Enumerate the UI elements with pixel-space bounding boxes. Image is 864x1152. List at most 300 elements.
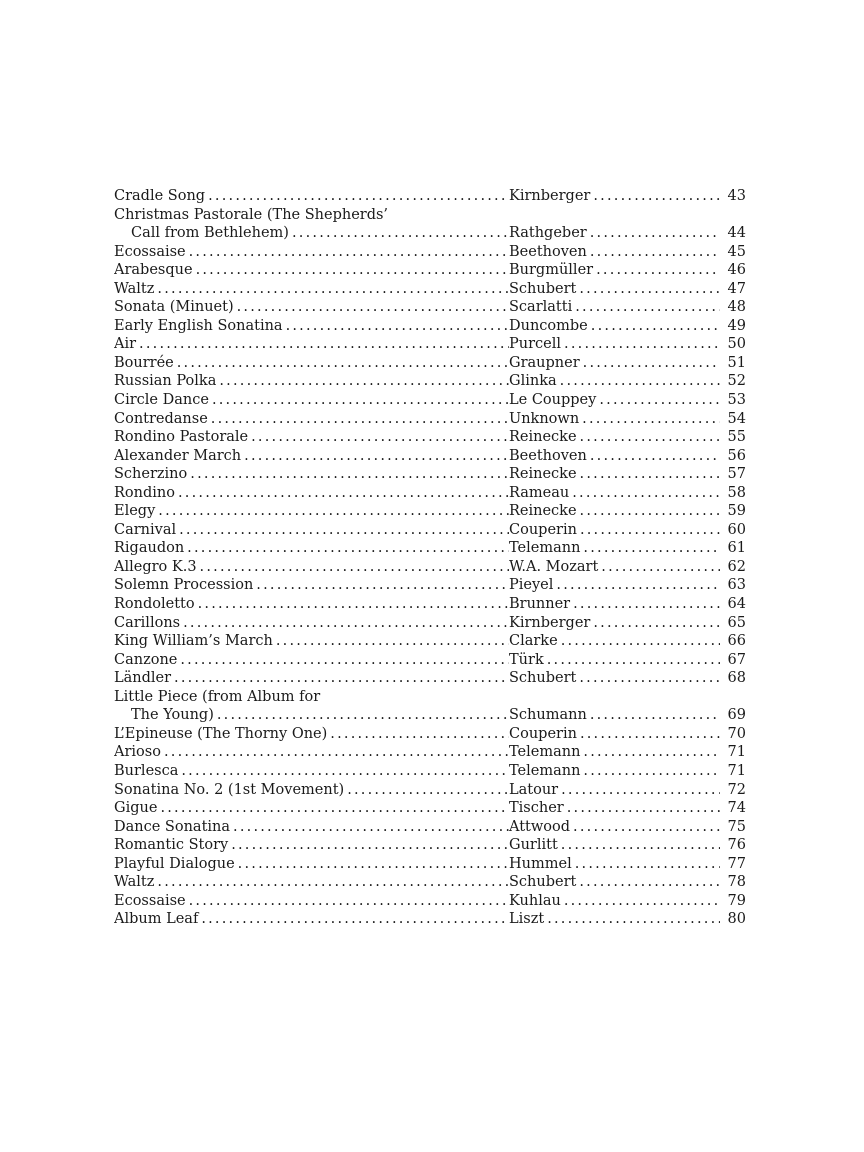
toc-composer: Le Couppey: [509, 392, 597, 409]
toc-entry: [114, 651, 746, 670]
dot-leader: [184, 539, 509, 558]
toc-title-column: [114, 595, 509, 614]
toc-title: Russian Polka: [114, 373, 217, 390]
toc-page-number: 55: [727, 429, 746, 446]
dot-leader: [187, 465, 509, 484]
toc-entry: [114, 354, 746, 373]
dot-leader: [577, 725, 720, 744]
dot-leader: [175, 484, 509, 503]
toc-entry: [114, 855, 746, 874]
toc-entry: [114, 261, 746, 280]
dot-leader: [209, 391, 509, 410]
toc-title: Allegro K.3: [114, 558, 197, 575]
toc-title: Cradle Song: [114, 188, 206, 204]
toc-entry: [114, 187, 746, 206]
toc-composer: Telemann: [509, 744, 581, 761]
toc-title-column: [114, 391, 509, 410]
toc-title: Call from Bethlehem): [131, 225, 289, 242]
toc-entry: [114, 743, 746, 762]
dot-leader: [344, 781, 509, 800]
toc-composer-column: [509, 539, 746, 558]
toc-entry: [114, 243, 746, 262]
toc-title: L’Epineuse (The Thorny One): [114, 725, 328, 742]
toc-composer: Clarke: [509, 633, 558, 650]
dot-leader: [564, 799, 720, 818]
dot-leader: [576, 669, 720, 688]
toc-composer-column: [509, 706, 746, 725]
dot-leader: [214, 706, 509, 725]
toc-composer: Kirnberger: [509, 188, 591, 204]
toc-page-number: 58: [727, 484, 746, 501]
dot-leader: [208, 410, 509, 429]
toc-composer: Glinka: [509, 373, 557, 390]
toc-title-column: [114, 651, 509, 670]
toc-composer-column: [509, 261, 746, 280]
toc-composer-column: [509, 651, 746, 670]
toc-page-number: 47: [727, 280, 746, 297]
toc-composer: Schumann: [509, 707, 587, 724]
toc-title-column: [114, 836, 509, 855]
toc-title-column: [114, 818, 509, 837]
dot-leader: [171, 669, 509, 688]
toc-composer: Schubert: [509, 670, 577, 687]
dot-leader: [569, 484, 720, 503]
toc-page-number: 71: [727, 762, 746, 779]
toc-entry: [114, 391, 746, 410]
toc-entry: [114, 206, 746, 225]
toc-entry: [114, 484, 746, 503]
toc-composer-column: [509, 484, 746, 503]
toc-entry: [114, 836, 746, 855]
toc-entry: [114, 632, 746, 651]
dot-leader: [186, 243, 509, 262]
dot-leader: [154, 280, 509, 299]
toc-title: Sonata (Minuet): [114, 299, 234, 316]
toc-page-number: 69: [727, 707, 746, 724]
toc-title: Early English Sonatina: [114, 317, 283, 334]
toc-composer: Couperin: [509, 521, 577, 538]
dot-leader: [596, 391, 720, 410]
toc-page-number: 76: [727, 837, 746, 854]
dot-leader: [228, 836, 509, 855]
toc-title-column: [114, 465, 509, 484]
toc-composer-column: [509, 910, 746, 929]
toc-title-column: [114, 521, 509, 540]
dot-leader: [248, 428, 509, 447]
toc-composer: W.A. Mozart: [509, 558, 599, 575]
toc-page-number: 64: [727, 596, 746, 613]
dot-leader: [157, 799, 509, 818]
toc-title-column: [114, 855, 509, 874]
toc-title: Ecossaise: [114, 243, 186, 260]
dot-leader: [230, 818, 509, 837]
toc-composer: Hummel: [509, 855, 572, 872]
toc-title-column: [114, 799, 509, 818]
toc-composer-column: [509, 465, 746, 484]
toc-composer: Pieyel: [509, 577, 554, 594]
dot-leader: [557, 372, 720, 391]
dot-leader: [580, 539, 720, 558]
toc-title-column: [114, 576, 509, 595]
toc-composer-column: [509, 187, 746, 206]
toc-page-number: 72: [727, 781, 746, 798]
toc-title: Romantic Story: [114, 837, 229, 854]
toc-page-number: 63: [727, 577, 746, 594]
toc-title-column: [114, 428, 509, 447]
dot-leader: [572, 855, 720, 874]
toc-composer: Beethoven: [509, 447, 587, 464]
dot-leader: [577, 521, 720, 540]
toc-title: Playful Dialogue: [114, 855, 235, 872]
toc-title-column: [114, 632, 509, 651]
dot-leader: [283, 317, 509, 336]
toc-title-column: [114, 892, 509, 911]
toc-title-column: [114, 206, 509, 225]
dot-leader: [155, 502, 509, 521]
toc-composer-column: [509, 317, 746, 336]
toc-entry: [114, 688, 746, 707]
toc-title: Dance Sonatina: [114, 818, 231, 835]
toc-composer: Beethoven: [509, 243, 587, 260]
toc-title: The Young): [131, 707, 214, 724]
dot-leader: [180, 614, 509, 633]
toc-title: Christmas Pastorale (The Shepherds’: [114, 206, 389, 223]
toc-title-column: [114, 873, 509, 892]
dot-leader: [587, 243, 720, 262]
toc-title: Canzone: [114, 651, 178, 668]
toc-page-number: 71: [727, 744, 746, 761]
toc-composer: Couperin: [509, 725, 577, 742]
toc-composer-column: [509, 762, 746, 781]
toc-entry: [114, 762, 746, 781]
toc-composer-column: [509, 781, 746, 800]
toc-title: Album Leaf: [114, 911, 199, 928]
toc-entry: [114, 558, 746, 577]
dot-leader: [580, 743, 720, 762]
dot-leader: [289, 224, 509, 243]
toc-title-column: [114, 187, 509, 206]
dot-leader: [195, 595, 509, 614]
toc-composer-column: [509, 298, 746, 317]
toc-page-number: 59: [727, 503, 746, 520]
toc-page-number: 43: [727, 188, 746, 204]
toc-title-column: [114, 558, 509, 577]
toc-composer: Attwood: [509, 818, 571, 835]
toc-entry: [114, 873, 746, 892]
toc-title-column: [114, 224, 509, 243]
toc-page-number: 61: [727, 540, 746, 557]
toc-entry: [114, 502, 746, 521]
dot-leader: [580, 354, 720, 373]
toc-composer-column: [509, 354, 746, 373]
dot-leader: [587, 224, 720, 243]
dot-leader: [577, 502, 720, 521]
dot-leader: [176, 521, 509, 540]
dot-leader: [136, 335, 509, 354]
dot-leader: [572, 298, 720, 317]
toc-page-number: 80: [727, 911, 746, 928]
toc-title: Arabesque: [114, 262, 193, 279]
toc-entry: [114, 428, 746, 447]
toc-composer: Telemann: [509, 540, 581, 557]
dot-leader: [273, 632, 509, 651]
dot-leader: [161, 743, 509, 762]
toc-entry: [114, 280, 746, 299]
toc-composer: Purcell: [509, 336, 562, 353]
dot-leader: [241, 447, 509, 466]
dot-leader: [544, 910, 720, 929]
dot-leader: [580, 762, 720, 781]
dot-leader: [558, 836, 720, 855]
toc-composer: Tischer: [509, 800, 564, 817]
toc-title: Bourrée: [114, 354, 174, 371]
toc-title-column: [114, 669, 509, 688]
dot-leader: [570, 818, 720, 837]
toc-composer: Kirnberger: [509, 614, 591, 631]
toc-composer-column: [509, 410, 746, 429]
toc-composer: Duncombe: [509, 317, 588, 334]
toc-composer: Reinecke: [509, 503, 577, 520]
toc-title-column: [114, 502, 509, 521]
toc-title: Burlesca: [114, 762, 179, 779]
toc-page-number: 67: [727, 651, 746, 668]
toc-composer-column: [509, 595, 746, 614]
toc-composer-column: [509, 335, 746, 354]
toc-page-number: 46: [727, 262, 746, 279]
toc-title: Ländler: [114, 670, 172, 687]
toc-composer: Scarlatti: [509, 299, 573, 316]
toc-title: Elegy: [114, 503, 156, 520]
toc-title-column: [114, 614, 509, 633]
toc-composer: Reinecke: [509, 429, 577, 446]
dot-leader: [216, 372, 509, 391]
dot-leader: [590, 187, 720, 206]
dot-leader: [588, 317, 720, 336]
toc-entry: [114, 818, 746, 837]
toc-composer-column: [509, 428, 746, 447]
toc-page-number: 44: [727, 225, 746, 242]
toc-title: Ecossaise: [114, 892, 186, 909]
dot-leader: [186, 892, 509, 911]
toc-composer: Latour: [509, 781, 559, 798]
toc-composer: Reinecke: [509, 466, 577, 483]
toc-page-number: 54: [727, 410, 746, 427]
toc-page-number: 78: [727, 874, 746, 891]
toc-composer: Liszt: [509, 911, 545, 928]
toc-page-number: 50: [727, 336, 746, 353]
toc-title-column: [114, 280, 509, 299]
toc-composer: Kuhlau: [509, 892, 561, 909]
dot-leader: [553, 576, 720, 595]
toc-entry: [114, 465, 746, 484]
dot-leader: [576, 280, 720, 299]
toc-composer-column: [509, 372, 746, 391]
dot-leader: [561, 892, 720, 911]
toc-title: Circle Dance: [114, 392, 209, 409]
dot-leader: [198, 910, 509, 929]
toc-title: Waltz: [114, 280, 155, 297]
toc-page-number: 75: [727, 818, 746, 835]
toc-entry: [114, 781, 746, 800]
toc-title: Rondoletto: [114, 596, 195, 613]
toc-composer: Gurlitt: [509, 837, 558, 854]
toc-page-number: 52: [727, 373, 746, 390]
dot-leader: [558, 781, 720, 800]
toc-page-number: 45: [727, 243, 746, 260]
toc-composer-column: [509, 632, 746, 651]
toc-composer: Rathgeber: [509, 225, 587, 242]
dot-leader: [544, 651, 720, 670]
toc-entry: [114, 614, 746, 633]
toc-composer: Burgmüller: [509, 262, 594, 279]
table-of-contents: [114, 187, 746, 929]
dot-leader: [598, 558, 720, 577]
toc-entry: [114, 410, 746, 429]
toc-composer-column: [509, 892, 746, 911]
toc-title: Arioso: [114, 744, 161, 761]
toc-page-number: 49: [727, 317, 746, 334]
toc-entry: [114, 595, 746, 614]
toc-entry: [114, 224, 746, 243]
dot-leader: [558, 632, 720, 651]
dot-leader: [193, 261, 509, 280]
toc-composer: Schubert: [509, 874, 577, 891]
dot-leader: [570, 595, 720, 614]
toc-composer: Rameau: [509, 484, 570, 501]
toc-composer-column: [509, 391, 746, 410]
dot-leader: [253, 576, 509, 595]
dot-leader: [561, 335, 720, 354]
toc-title: Scherzino: [114, 466, 188, 483]
toc-entry: [114, 372, 746, 391]
toc-title-column: [114, 762, 509, 781]
dot-leader: [205, 187, 509, 206]
toc-page-number: 66: [727, 633, 746, 650]
dot-leader: [327, 725, 509, 744]
toc-page-number: 51: [727, 354, 746, 371]
dot-leader: [579, 410, 720, 429]
toc-composer-column: [509, 558, 746, 577]
toc-title: Gigue: [114, 800, 158, 817]
toc-composer-column: [509, 502, 746, 521]
toc-composer-column: [509, 243, 746, 262]
toc-page-number: 57: [727, 466, 746, 483]
toc-title: Carnival: [114, 521, 177, 538]
toc-composer-column: [509, 521, 746, 540]
toc-page-number: 62: [727, 558, 746, 575]
toc-title-column: [114, 688, 509, 707]
toc-title-column: [114, 743, 509, 762]
toc-title: Waltz: [114, 874, 155, 891]
dot-leader: [174, 354, 509, 373]
dot-leader: [576, 873, 720, 892]
toc-entry: [114, 298, 746, 317]
toc-composer: Brunner: [509, 596, 571, 613]
dot-leader: [234, 298, 509, 317]
toc-composer: Graupner: [509, 354, 580, 371]
toc-entry: [114, 539, 746, 558]
toc-entry: [114, 725, 746, 744]
toc-composer: Telemann: [509, 762, 581, 779]
toc-composer-column: [509, 447, 746, 466]
dot-leader: [577, 465, 720, 484]
toc-title-column: [114, 410, 509, 429]
toc-title-column: [114, 484, 509, 503]
toc-title-column: [114, 243, 509, 262]
toc-entry: [114, 335, 746, 354]
toc-page-number: 48: [727, 299, 746, 316]
toc-entry: [114, 706, 746, 725]
dot-leader: [235, 855, 509, 874]
dot-leader: [593, 261, 720, 280]
toc-entry: [114, 910, 746, 929]
toc-entry: [114, 799, 746, 818]
toc-composer-column: [509, 855, 746, 874]
toc-entry: [114, 447, 746, 466]
toc-composer-column: [509, 669, 746, 688]
toc-title-column: [114, 910, 509, 929]
toc-entry: [114, 576, 746, 595]
toc-title: Little Piece (from Album for: [114, 688, 321, 705]
toc-page-number: 65: [727, 614, 746, 631]
toc-entry: [114, 521, 746, 540]
toc-composer-column: [509, 725, 746, 744]
toc-title-column: [114, 354, 509, 373]
toc-title: Solemn Procession: [114, 577, 254, 594]
toc-page-number: 79: [727, 892, 746, 909]
toc-composer-column: [509, 873, 746, 892]
toc-title-column: [114, 781, 509, 800]
toc-title-column: [114, 539, 509, 558]
toc-title: Air: [114, 336, 137, 353]
toc-title: Alexander March: [114, 447, 242, 464]
toc-composer: Türk: [509, 651, 544, 668]
toc-title: King William’s March: [114, 633, 273, 650]
toc-page-number: 60: [727, 521, 746, 538]
toc-page-number: 68: [727, 670, 746, 687]
dot-leader: [577, 428, 720, 447]
toc-title-column: [114, 335, 509, 354]
toc-page-number: 74: [727, 800, 746, 817]
dot-leader: [587, 706, 720, 725]
toc-page-number: 56: [727, 447, 746, 464]
toc-composer-column: [509, 576, 746, 595]
toc-title-column: [114, 298, 509, 317]
toc-composer-column: [509, 799, 746, 818]
toc-composer-column: [509, 280, 746, 299]
toc-page-number: 53: [727, 392, 746, 409]
toc-title-column: [114, 725, 509, 744]
toc-title-column: [114, 317, 509, 336]
toc-entry: [114, 892, 746, 911]
toc-title-column: [114, 372, 509, 391]
toc-title: Contredanse: [114, 410, 208, 427]
toc-title-column: [114, 261, 509, 280]
dot-leader: [154, 873, 509, 892]
toc-entry: [114, 669, 746, 688]
toc-composer-column: [509, 818, 746, 837]
dot-leader: [178, 762, 509, 781]
dot-leader: [197, 558, 509, 577]
toc-composer: Unknown: [509, 410, 580, 427]
toc-title: Sonatina No. 2 (1st Movement): [114, 781, 345, 798]
toc-title-column: [114, 447, 509, 466]
toc-composer: Schubert: [509, 280, 577, 297]
toc-composer-column: [509, 614, 746, 633]
toc-composer-column: [509, 836, 746, 855]
toc-page-number: 70: [727, 725, 746, 742]
toc-title: Carillons: [114, 614, 181, 631]
